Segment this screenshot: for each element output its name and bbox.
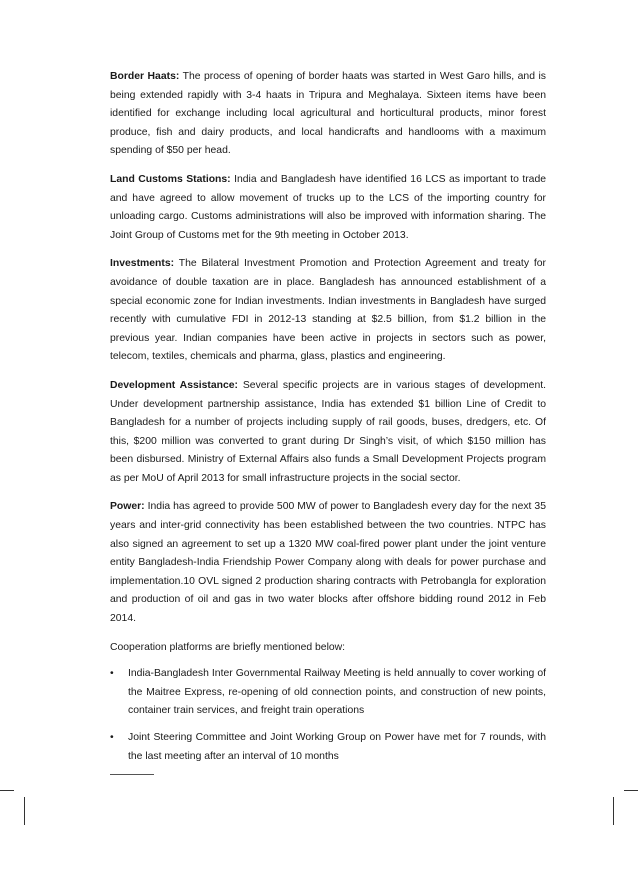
paragraph-body: The process of opening of border haats was started in West Garo hills, and is being extended rapidly with 3-4 haats in Tripura and Meghalaya. Sixteen items have been identified for exchange including local agricultural and horticultural products, minor forest produce, fish and dairy products, and local handicrafts and handlooms with a maximum spending of $50 per head. — [110, 71, 546, 157]
crop-mark-horizontal-right — [624, 790, 638, 791]
paragraph-border-haats — [110, 68, 546, 161]
list-item-text: Joint Steering Committee and Joint Working Group on Power have met for 7 rounds, with the last meeting after an interval of 10 months — [128, 732, 546, 762]
crop-mark-vertical-left — [24, 797, 25, 825]
paragraph-body: India has agreed to provide 500 MW of power to Bangladesh every day for the next 35 years and inter-grid connectivity has been established between the two countries. NTPC has also signed an agreement to set up a 1320 MW coal-fired power plant under the joint venture entity Bangladesh-India Friendship Power Company along with deals for power purchase and implementation.10 OVL signed 2 production sharing contracts with Petrobangla for exploration and production of oil and gas in two water blocks after offshore bidding round 2012 in Feb 2014. — [110, 501, 546, 625]
footnote-divider — [110, 774, 154, 775]
list-item — [110, 665, 546, 721]
paragraph-land-customs-stations — [110, 171, 546, 245]
bullet-icon: • — [110, 668, 114, 680]
bullet-icon: • — [110, 732, 114, 743]
cooperation-list — [110, 665, 546, 766]
crop-mark-horizontal-left — [0, 790, 14, 791]
paragraph-investments — [110, 255, 546, 367]
paragraph-body: India and Bangladesh have identified 16 LCS as important to trade and have agreed to allow movement of trucks up to the LCS of the importing country for unloading cargo. Customs administrations will also be improved with information sharing. The Joint Group of Customs met for the 9th meeting in October 2013. — [110, 173, 547, 241]
paragraph-body: Several specific projects are in various stages of development. Under development partnership assistance, India has extended $1 billion Line of Credit to Bangladesh for a number of projects including supply of rail goods, buses, dredgers, etc. Of this, $200 million was converted to grant during Dr Singh’s visit, of which $150 million has been disbursed. Ministry of External Affairs also funds a Small Development Projects program as per MoU of April 2013 for small infrastructure projects in the social sector. — [110, 379, 547, 484]
paragraph-power — [110, 498, 546, 628]
paragraph-heading: Development Assistance: — [110, 379, 239, 391]
paragraph-heading: Power: — [110, 501, 145, 513]
paragraph-heading: Border Haats: — [110, 71, 180, 82]
document-page — [110, 68, 546, 775]
list-item — [110, 729, 546, 766]
crop-mark-vertical-right — [613, 797, 614, 825]
paragraph-heading: Land Customs Stations: — [110, 173, 231, 185]
paragraph-development-assistance — [110, 377, 546, 489]
paragraph-body: The Bilateral Investment Promotion and Protection Agreement and treaty for avoidance of double taxation are in place. Bangladesh has announced establishment of a special economic zone for Indian investments. Indian investments in Bangladesh have surged recently with cumulative FDI in 2012-13 standing at $2.5 billion, from $1.2 billion in the previous year. Indian companies have been active in projects in sectors such as power, telecom, textiles, chemicals and pharma, glass, plastics and engineering. — [110, 258, 546, 363]
paragraph-heading: Investments: — [110, 258, 175, 270]
list-item-text: India-Bangladesh Inter Governmental Railway Meeting is held annually to cover working of the Maitree Express, re-opening of old connection points, and construction of new points, container train services, and freight train operations — [128, 668, 546, 717]
cooperation-intro: Cooperation platforms are briefly mentioned below: — [110, 641, 346, 653]
